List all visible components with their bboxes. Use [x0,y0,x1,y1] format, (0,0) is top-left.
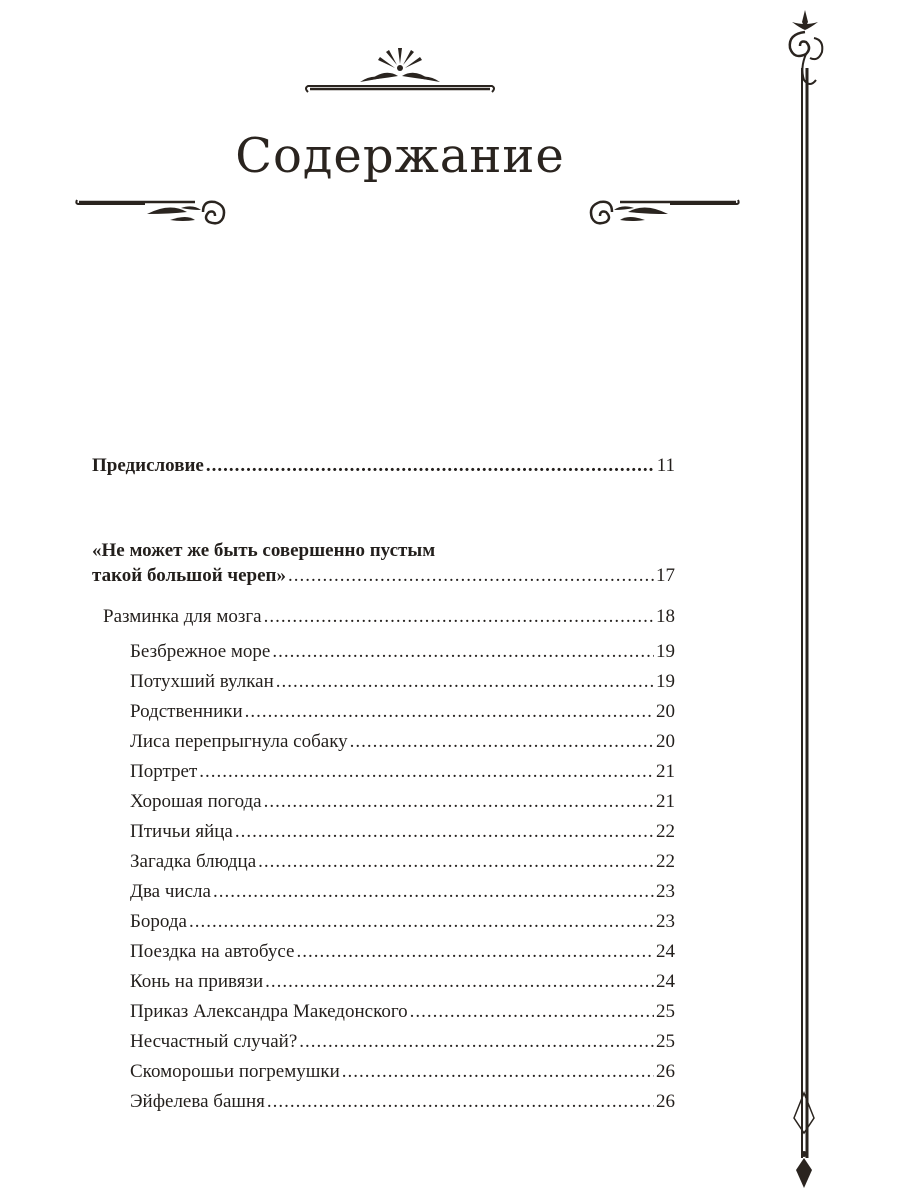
toc-item-label: Хорошая погода [130,791,262,812]
toc-item-label: Скоморошьи погремушки [130,1061,340,1082]
toc-leader-dots [213,880,654,904]
toc-item-label: Портрет [130,761,198,782]
toc-leader-dots [276,670,654,694]
toc-item[interactable] [130,730,675,754]
right-border-ornament [780,8,830,1193]
toc-leader-dots [245,700,654,724]
toc-preface[interactable] [92,454,675,478]
toc-preface-page: 11 [656,455,675,476]
toc-item-label: Конь на привязи [130,971,264,992]
toc-item-page: 25 [656,1001,675,1022]
toc-item-label: Два числа [130,881,211,902]
toc-item-page: 21 [656,791,675,812]
toc-item-label: Приказ Александра Македонского [130,1001,408,1022]
toc-leader-dots [296,940,654,964]
toc-item-page: 26 [656,1061,675,1082]
toc-leader-dots [264,790,654,814]
toc-item[interactable] [130,1060,675,1084]
toc-item[interactable] [130,700,675,724]
toc-item[interactable] [130,1030,675,1054]
toc-leader-dots [265,970,654,994]
toc-section-page: 18 [656,606,675,627]
toc-item[interactable] [130,970,675,994]
left-title-flourish [75,192,235,232]
toc-item-label: Несчастный случай? [130,1031,298,1052]
toc-section[interactable] [103,605,675,629]
toc-item-label: Загадка блюдца [130,851,257,872]
toc-item-label: Лиса перепрыгнула собаку [130,731,348,752]
toc-item-label: Безбрежное море [130,641,271,662]
toc-leader-dots [189,910,654,934]
toc-item-label: Птичьи яйца [130,821,233,842]
toc-leader-dots [342,1060,654,1084]
toc-item-page: 22 [656,851,675,872]
top-flourish-ornament [300,42,500,102]
toc-item[interactable] [130,790,675,814]
toc-item-page: 21 [656,761,675,782]
toc-chapter-label: такой большой череп» [92,565,286,586]
toc-item-label: Эйфелева башня [130,1091,265,1112]
toc-preface-label: Предисловие [92,455,204,476]
right-title-flourish [580,192,740,232]
toc-item-page: 19 [656,671,675,692]
toc-leader-dots [258,850,654,874]
toc-item[interactable] [130,760,675,784]
toc-item-label: Родственники [130,701,243,722]
toc-item[interactable] [130,820,675,844]
toc-item-page: 20 [656,701,675,722]
toc-item-page: 20 [656,731,675,752]
toc-leader-dots [235,820,654,844]
toc-chapter-page: 17 [656,565,675,586]
toc-leader-dots [288,564,654,588]
toc-item[interactable] [130,670,675,694]
toc-item-label: Потухший вулкан [130,671,274,692]
toc-chapter[interactable] [92,564,675,588]
toc-item-page: 25 [656,1031,675,1052]
toc-item[interactable] [130,1090,675,1114]
toc-item[interactable] [130,850,675,874]
toc-leader-dots [199,760,654,784]
toc-leader-dots [272,640,654,664]
toc-item-label: Борода [130,911,187,932]
toc-chapter-line1: «Не может же быть совершенно пустым [92,540,436,561]
toc-item-page: 22 [656,821,675,842]
page-title: Содержание [235,128,565,184]
toc-leader-dots [267,1090,654,1114]
toc-item[interactable] [130,1000,675,1024]
toc-leader-dots [410,1000,654,1024]
toc-item[interactable] [130,940,675,964]
toc-item-page: 24 [656,971,675,992]
toc-item-page: 19 [656,641,675,662]
toc-leader-dots [264,605,654,629]
toc-item[interactable] [130,910,675,934]
toc-item-page: 24 [656,941,675,962]
toc-leader-dots [299,1030,654,1054]
toc-leader-dots [206,454,655,478]
toc-item[interactable] [130,640,675,664]
toc-item[interactable] [130,880,675,904]
toc-item-page: 23 [656,911,675,932]
toc-item-label: Поездка на автобусе [130,941,295,962]
toc-item-page: 26 [656,1091,675,1112]
toc-section-label: Разминка для мозга [103,606,262,627]
toc-item-page: 23 [656,881,675,902]
toc-leader-dots [350,730,654,754]
